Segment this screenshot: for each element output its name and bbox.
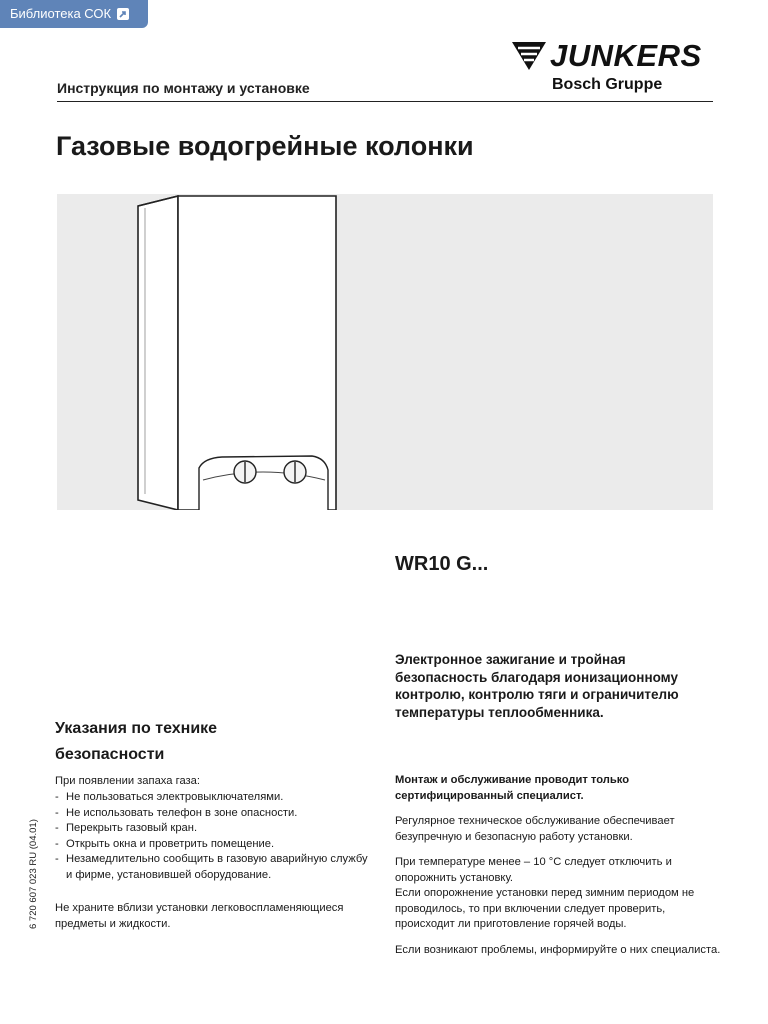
library-badge-label: Библиотека СОК xyxy=(10,6,112,21)
product-illustration-panel xyxy=(57,194,713,510)
gas-instructions-list xyxy=(55,790,375,883)
model-name: WR10 G... xyxy=(395,553,489,575)
list-item: - Перекрыть газовый кран. xyxy=(55,821,375,837)
flammable-warning: Не храните вблизи установки легковоспламеняющиеся предметы и жидкости. xyxy=(55,902,344,930)
library-badge[interactable] xyxy=(0,0,148,28)
certified-note: Монтаж и обслуживание проводит только сертифицированный специалист. xyxy=(395,774,630,802)
feature-description: Электронное зажигание и тройная безопасность благодаря ионизационному контролю, контролю тяги и ограничителю температуры теплообменника. xyxy=(395,652,679,720)
problems-note: Если возникают проблемы, информируйте о них специалиста. xyxy=(395,943,721,956)
frost-note-1: При температуре менее – 10 °C следует отключить и опорожнить установку. xyxy=(395,856,672,884)
document-code: 6 720 607 023 RU (04.01) xyxy=(28,819,39,929)
junkers-logo-icon xyxy=(512,40,546,72)
header-divider xyxy=(57,101,713,102)
brand-group: Bosch Gruppe xyxy=(552,76,663,93)
external-link-icon xyxy=(117,8,129,20)
gas-smell-intro: При появлении запаха газа: xyxy=(55,775,200,787)
list-item: - Незамедлительно сообщить в газовую аварийную службу и фирме, установившей оборудование. xyxy=(55,852,375,883)
junkers-logo xyxy=(512,40,712,100)
water-heater-illustration xyxy=(57,194,713,510)
safety-heading: Указания по технике безопасности xyxy=(55,720,218,763)
page-title: Газовые водогрейные колонки xyxy=(56,131,474,161)
list-item: - Не использовать телефон в зоне опасности. xyxy=(55,806,375,822)
brand-name: JUNKERS xyxy=(550,38,702,73)
document-subtitle: Инструкция по монтажу и установке xyxy=(57,80,310,96)
list-item: - Не пользоваться электровыключателями. xyxy=(55,790,375,806)
list-item: - Открыть окна и проветрить помещение. xyxy=(55,837,375,853)
service-notes xyxy=(395,773,725,968)
maintenance-note: Регулярное техническое обслуживание обеспечивает безупречную и безопасную работу установки. xyxy=(395,815,675,843)
frost-note-2: Если опорожнение установки перед зимним периодом не проводилось, то при включении следует проверить, происходит ли приготовление горячей воды. xyxy=(395,887,695,930)
